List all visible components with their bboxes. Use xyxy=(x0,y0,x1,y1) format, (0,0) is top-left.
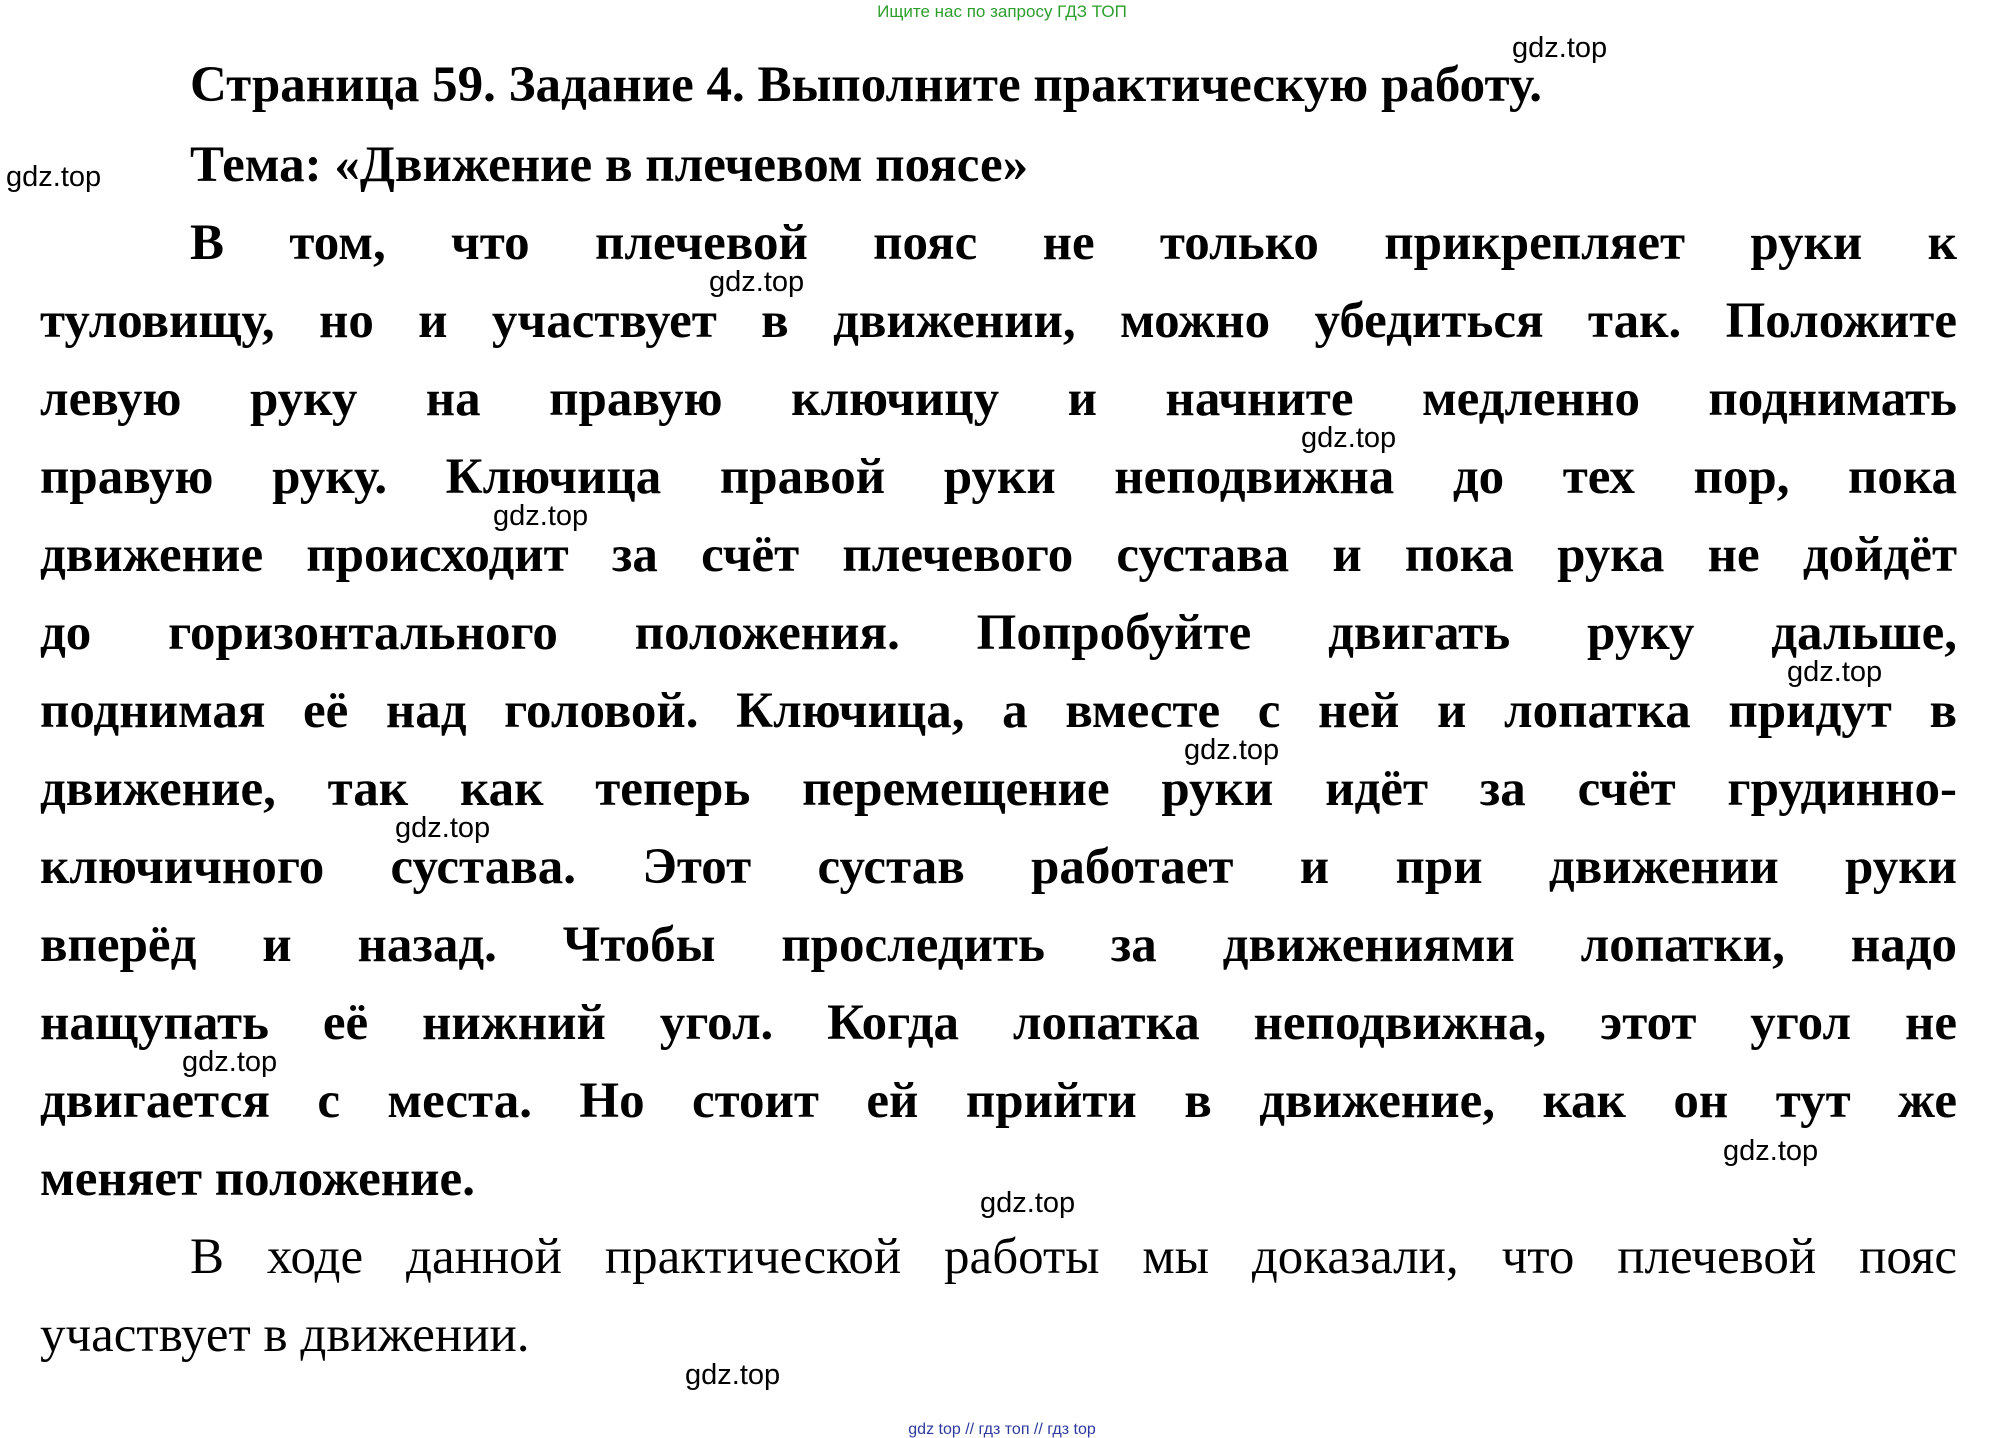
top-search-banner: Ищите нас по запросу ГДЗ ТОП xyxy=(877,2,1127,21)
watermark: gdz.top xyxy=(980,1187,1076,1219)
watermark: gdz.top xyxy=(6,161,102,193)
paragraph-line: поднимая её над головой. Ключица, а вместе с ней и лопатка придут в xyxy=(40,683,1957,739)
page-title: Страница 59. Задание 4. Выполните практическую работу. xyxy=(190,57,1542,113)
paragraph-line: движение, так как теперь перемещение руки идёт за счёт грудинно- xyxy=(40,761,1957,817)
watermark: gdz.top xyxy=(182,1046,278,1078)
paragraph-line: до горизонтального положения. Попробуйте двигать руку дальше, xyxy=(40,605,1957,661)
paragraph-line: В том, что плечевой пояс не только прикрепляет руки к xyxy=(190,215,1957,271)
watermark: gdz.top xyxy=(1787,656,1883,688)
paragraph-line: двигается с места. Но стоит ей прийти в движение, как он тут же xyxy=(40,1073,1957,1129)
paragraph-line: нащупать её нижний угол. Когда лопатка неподвижна, этот угол не xyxy=(40,995,1957,1051)
paragraph-line: ключичного сустава. Этот сустав работает и при движении руки xyxy=(40,839,1957,895)
watermark: gdz.top xyxy=(1301,422,1397,454)
watermark: gdz.top xyxy=(1184,734,1280,766)
paragraph-line: движение происходит за счёт плечевого сустава и пока рука не дойдёт xyxy=(40,527,1957,583)
watermark: gdz.top xyxy=(1512,32,1608,64)
watermark: gdz.top xyxy=(493,500,589,532)
conclusion-line: участвует в движении. xyxy=(40,1307,530,1363)
paragraph-line: вперёд и назад. Чтобы проследить за движениями лопатки, надо xyxy=(40,917,1957,973)
watermark: gdz.top xyxy=(709,266,805,298)
bottom-banner: gdz top // гдз топ // гдз top xyxy=(908,1421,1096,1438)
watermark: gdz.top xyxy=(395,812,491,844)
paragraph-line: туловищу, но и участвует в движении, можно убедиться так. Положите xyxy=(40,293,1957,349)
conclusion-line: В ходе данной практической работы мы доказали, что плечевой пояс xyxy=(190,1229,1957,1285)
watermark: gdz.top xyxy=(685,1359,781,1391)
paragraph-line: левую руку на правую ключицу и начните медленно поднимать xyxy=(40,371,1957,427)
watermark: gdz.top xyxy=(1723,1135,1819,1167)
paragraph-line: меняет положение. xyxy=(40,1151,475,1207)
paragraph-line: правую руку. Ключица правой руки неподвижна до тех пор, пока xyxy=(40,449,1957,505)
topic-title: Тема: «Движение в плечевом поясе» xyxy=(190,137,1029,193)
